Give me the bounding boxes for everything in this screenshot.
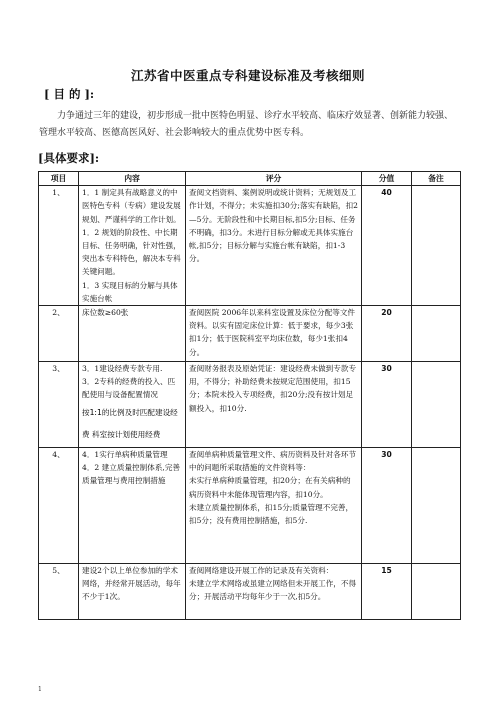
table-row	[39, 362, 461, 448]
evaluation-line: 未建立质量控制体系，扣15分;质量管理不完善，扣5分；没有费用控制措施，扣5分.	[189, 502, 354, 526]
evaluation-line: 查阅财务报表及原始凭证：建设经费未做到专款专用，不得分；补助经费未按规定范围使用，扣15分；本院未投入专项经费，扣20分;没有按计划足额投入，扣10分.	[189, 364, 357, 413]
row-content	[79, 564, 186, 620]
table-header-row	[39, 172, 461, 186]
content-line: 3．2专科的经费的投入、匹配使用与设备配置情况	[82, 377, 176, 400]
content-line: 1．3 实现目标的分解与具体实施台帐	[82, 280, 178, 303]
content-line: 3．1建设经费专款专用.	[82, 364, 163, 374]
table-row	[39, 448, 461, 564]
requirements-table	[38, 171, 461, 620]
row-remark	[412, 186, 461, 306]
row-score: 15	[362, 564, 412, 620]
row-item: 5、	[39, 564, 79, 620]
row-score: 20	[362, 306, 412, 362]
table-row	[39, 186, 461, 306]
row-item: 4、	[39, 448, 79, 564]
content-line: 4．2 建立质量控制体系,完善质量管理与费用控制措施	[82, 463, 181, 486]
evaluation-line: 查阅文档资料、案例说明或统计资料；无规划及工作计划，不得分；未实施扣30分;落实有缺陷，扣2—5分。无阶段性和中长期目标,扣5分;目标、任务不明确，扣3分。未进行目标分解或无具体实施台帐,扣5分；目标分解与实施台帐有缺陷，扣1-3分。	[189, 188, 358, 264]
row-score: 40	[362, 186, 412, 306]
evaluation-line: 未建立学术网络或虽建立网络但未开展工作，不得分；开展活动平均每年少于一次,扣5分。	[189, 579, 357, 602]
row-item: 1、	[39, 186, 79, 306]
row-content	[79, 362, 186, 448]
row-item: 2、	[39, 306, 79, 362]
goal-heading: [ 目 的 ]:	[44, 87, 95, 101]
row-score: 30	[362, 448, 412, 564]
header-evaluation: 评分	[186, 172, 362, 186]
row-content	[79, 186, 186, 306]
row-evaluation	[186, 306, 362, 362]
content-line: 床位数≥60张	[82, 308, 129, 318]
intro-paragraph: 力争通过三年的建设，初步形成一批中医特色明显、诊疗水平较高、临床疗效显著、创新能力较强、管理水平较高、医德高医风好、社会影响较大的重点优势中医专科。	[39, 111, 454, 138]
row-evaluation	[186, 362, 362, 448]
row-content	[79, 448, 186, 564]
header-score: 分值	[362, 172, 412, 186]
row-item: 3、	[39, 362, 79, 448]
row-score: 30	[362, 362, 412, 448]
row-remark	[412, 448, 461, 564]
row-content	[79, 306, 186, 362]
table-row	[39, 306, 461, 362]
content-line: 按1:1的比例及时匹配建设经费 科室按计划使用经费	[82, 407, 178, 439]
row-evaluation	[186, 186, 362, 306]
evaluation-line: 查阅单病种质量管理文件、病历资料及针对各环节中的问题所采取措施的文件资料等：	[189, 450, 357, 473]
content-line: 4．1实行单病种质量管理	[82, 450, 168, 460]
evaluation-line: 查阅医院 2006年以来科室设置及床位分配等文件资料。以实有固定床位计算：低于要求，每少3张扣1分；低于医院科室平均床位数，每少1张扣4分。	[189, 308, 356, 357]
header-content: 内容	[79, 172, 186, 186]
requirements-heading: [具体要求]:	[38, 151, 100, 165]
row-remark	[412, 564, 461, 620]
content-line: 1．2 规划的阶段性、中长期目标、任务明确，针对性强，突出本专科特色，解决本专科关键问题。	[82, 227, 181, 277]
evaluation-line: 查阅网络建设开展工作的记录及有关资料：	[189, 566, 334, 576]
content-line: 1．1 制定具有战略意义的中医特色专科（专病）建设发展规划、严谨科学的工作计划。	[82, 188, 181, 224]
evaluation-line: 未实行单病种质量管理，扣20分；在有关病种的病历资料中未能体现管理内容，扣10分。	[189, 476, 351, 499]
content-line: 建设2个以上单位参加的学术网络，并经常开展活动，每年不少于1次。	[82, 566, 181, 602]
row-remark	[412, 306, 461, 362]
row-evaluation	[186, 564, 362, 620]
document-title: 江苏省中医重点专科建设标准及考核细则	[130, 68, 365, 83]
table-row	[39, 564, 461, 620]
header-item: 项目	[39, 172, 79, 186]
row-evaluation	[186, 448, 362, 564]
header-remark: 备注	[412, 172, 461, 186]
row-remark	[412, 362, 461, 448]
page-number: 1	[38, 686, 42, 693]
